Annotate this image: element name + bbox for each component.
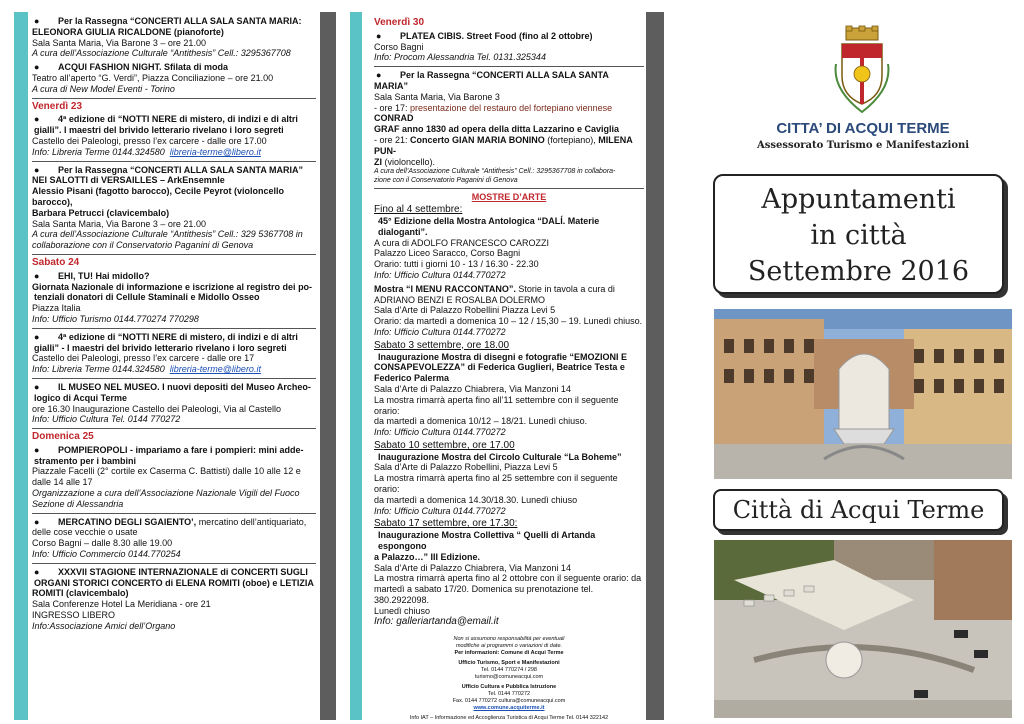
middle-panel <box>350 12 664 720</box>
left-bar-teal <box>14 12 28 720</box>
cover-panel <box>712 12 1014 720</box>
date-domenica-25: Domenica 25 <box>32 431 94 443</box>
event-versailles: ● Per la Rassegna “CONCERTI ALLA SALA SANTA MARIA” NEI SALOTTI di VERSAILLES – ArkEnsemnle Alessio Pisani (fagotto barocco), Cecile Peyrot (violoncello barocco), Barbara Petrucci (clavicembalo) Sala Santa Maria, Via Barone 3 – ore 21.00 A cura dell’Associazione Culturale “Antithesis” Cell.: 329 5367708 in collaborazione con il Conservatorio Paganini di Genova <box>32 164 304 251</box>
event-midollo: ● EHI, TU! Hai midollo? Giornata Nazionale di informazione e iscrizione al registro dei po- tenziali donatori di Cellule Staminali e Midollo Osseo Piazza Italia Info: Ufficio Turismo 0144.770274 770298 <box>32 270 313 324</box>
event-platea-cibis: ● PLATEA CIBIS. Street Food (fino al 2 ottobre) Corso Bagni Info: Procom Alessandria Tel. 0131.325344 <box>374 30 593 63</box>
left-panel <box>14 12 336 720</box>
exhibit-artanda: Sabato 17 settembre, ore 17.30: Inaugurazione Mostra Collettiva “ Quelli di Artanda espongono a Palazzo…” III Edizione. Sala d’Arte di Palazzo Chiabrera, Via Manzoni 14 La mostra rimarrà aperta fino al 2 ottobre con il seguente orario: da martedì a sabato 17/20. Domenica su prenotazione tel. 380.2922098. Lunedì chiuso Info: galleriartanda@email.it <box>374 518 642 627</box>
event-notti-nere-23: ● 4ª edizione di “NOTTI NERE di mistero, di indizi e di altri gialli”. I maestri del brivido letterario rivelano i loro segreti Castello dei Paleologi, presso l’ex carcere - dalle ore 17.00 Info: Libreria Terme 0144.324580 libreria-terme@libero.it <box>32 114 298 157</box>
mid-content <box>362 12 646 720</box>
date-venerdi-23: Venerdì 23 <box>32 100 83 112</box>
event-fortepiano: ● Per la Rassegna “CONCERTI ALLA SALA SANTA MARIA” Sala Santa Maria, Via Barone 3 - ore 17: presentazione del restauro del fortepiano viennese CONRAD GRAF anno 1830 ad opera della ditta Lazzarino e Caviglia - ore 21: Concerto GIAN MARIA BONINO (fortepiano), MILENA PUN- ZI (violoncello). A cura dell’Associazione Culturale “Antithesis” Cell.: 3295367708 in collabora- zione con il Conservatorio Paganini di Genova <box>374 70 633 185</box>
cover-title-line2: in città <box>810 220 907 251</box>
event-concert-ricaldone: ● Per la Rassegna “CONCERTI ALLA SALA SANTA MARIA: ELEONORA GIULIA RICALDONE (pianoforte) Sala Santa Maria, Via Barone 3 – ore 21.00 A cura dell’Associazione Culturale “Antithesis” Cell.: 3295367708 <box>32 16 302 59</box>
date-sabato-24: Sabato 24 <box>32 256 80 268</box>
coat-of-arms-icon <box>832 24 892 114</box>
footer-info: Non si assumono responsabilità per eventuali modifiche ai programmi o variazioni di date. Per informazioni: Comune di Acqui Terme Ufficio Turismo, Sport e Manifestazioni Tel. 0144 770274 / 298 turismo@comuneacqui.com Ufficio Cultura e Pubblica Istruzione Tel. 0144 770272 Fax. 0144 770272 cultura@comuneacqui.com www.comune.acquiterme.it Info IAT – Informazione ed Accoglienza Turistica di Acqui Terme Tel. 0144 322142 <box>374 636 644 720</box>
exhibit-dali: Fino al 4 settembre: 45° Edizione della Mostra Antologica “DALÍ. Materie dialoganti”. A cura di ADOLFO FRANCESCO CAROZZI Palazzo Liceo Saracco, Corso Bagni Orario: tutti i giorni 10 - 13 / 16.30 - 22.30 Info: Ufficio Cultura 0144.770272 <box>374 204 600 280</box>
exhibit-menu: Mostra “I MENU RACCONTANO”. Storie in tavola a cura di ADRIANO BENZI E ROSALBA DOLERMO Sala d’Arte di Palazzo Robellini Piazza Levi 5 Orario: da martedì a domenica 10 – 12 / 15,30 – 19. Lunedì chiuso. Info: Ufficio Cultura 0144.770272 <box>374 283 643 337</box>
event-pompieropoli: ● POMPIEROPOLI - impariamo a fare i pompieri: mini adde- stramento per i bambini Piazzale Facelli (2° cortile ex Caserma C. Battisti) dalle 10 alle 12 e dalle 14 alle 17 Organizzazione a cura dell’Associazione Nazionale Vigili del Fuoco Sezione di Alessandria <box>32 444 304 509</box>
aerial-photo <box>714 540 1012 718</box>
event-fashion-night: ● ACQUI FASHION NIGHT. Sfilata di moda Teatro all’aperto “G. Verdi”, Piazza Conciliazione – ore 21.00 A cura di New Model Eventi - Torino <box>32 62 274 94</box>
cover-title-box <box>713 174 1004 294</box>
bollente-photo <box>714 309 1012 479</box>
email-link[interactable]: libreria-terme@libero.it <box>169 364 261 375</box>
date-venerdi-30: Venerdì 30 <box>374 17 425 28</box>
department-name: Assessorato Turismo e Manifestazioni <box>756 140 970 151</box>
email-link[interactable]: libreria-terme@libero.it <box>169 146 261 157</box>
event-notti-nere-24: ● 4ª edizione di “NOTTI NERE di mistero, di indizi e di altri gialli” - I maestri del brivido letterario rivelano i loro segreti Castello dei Paleologi, presso l’ex carcere - dalle ore 17 Info: Libreria Terme 0144.324580 libreria-terme@libero.it <box>32 331 298 375</box>
left-content <box>28 12 320 720</box>
city-name: CITTA’ DI ACQUI TERME <box>776 120 950 137</box>
section-mostre: MOSTRE D’ARTE <box>471 192 547 203</box>
mid-bar-teal <box>350 12 362 720</box>
website-link[interactable]: www.comune.acquiterme.it <box>473 705 545 712</box>
event-museo: ● IL MUSEO NEL MUSEO. I nuovi depositi del Museo Archeo- logico di Acqui Terme ore 16.30 Inaugurazione Castello dei Paleologi, Via al Castello Info: Ufficio Cultura Tel. 0144 770272 <box>32 381 311 425</box>
event-mercatino: ● MERCATINO DEGLI SGAIENTO’, mercatino dell’antiquariato, delle cose vecchie o usate Corso Bagni – dalle 8.30 alle 19.00 Info: Ufficio Commercio 0144.770254 <box>32 516 307 560</box>
city-name-box: Città di Acqui Terme <box>713 489 1004 531</box>
cover-title-line1: Appuntamenti <box>761 184 956 215</box>
exhibit-boheme: Sabato 10 settembre, ore 17.00 Inaugurazione Mostra del Circolo Culturale “La Boheme” Sala d’Arte di Palazzo Robellini, Piazza Levi 5 La mostra rimarrà aperta fino al 25 settembre con il seguente orario: da martedì a domenica 14.30/18.30. Lunedì chiuso Info: Ufficio Cultura 0144.770272 <box>374 439 622 516</box>
cover-title-line3: Settembre 2016 <box>747 256 970 287</box>
exhibit-emozioni: Sabato 3 settembre, ore 18.00 Inaugurazione Mostra di disegni e fotografie “EMOZIONI E CONSAPEVOLEZZA” di Federica Guglieri, Beatrice Testa e Federico Palerma Sala d’Arte di Palazzo Chiabrera, Via Manzoni 14 La mostra rimarrà aperta fino all’11 settembre con il seguente orario: da martedì a domenica 10/12 – 18/21. Lunedì chiuso. Info: Ufficio Cultura 0144.770272 <box>374 339 628 438</box>
event-organi: ● XXXVII STAGIONE INTERNAZIONALE di CONCERTI SUGLI ORGANI STORICI CONCERTO di ELENA ROMITI (oboe) e LETIZIA ROMITI (clavicembalo) Sala Conferenze Hotel La Meridiana - ore 21 INGRESSO LIBERO Info:Associazione Amici dell’Organo <box>32 566 314 631</box>
